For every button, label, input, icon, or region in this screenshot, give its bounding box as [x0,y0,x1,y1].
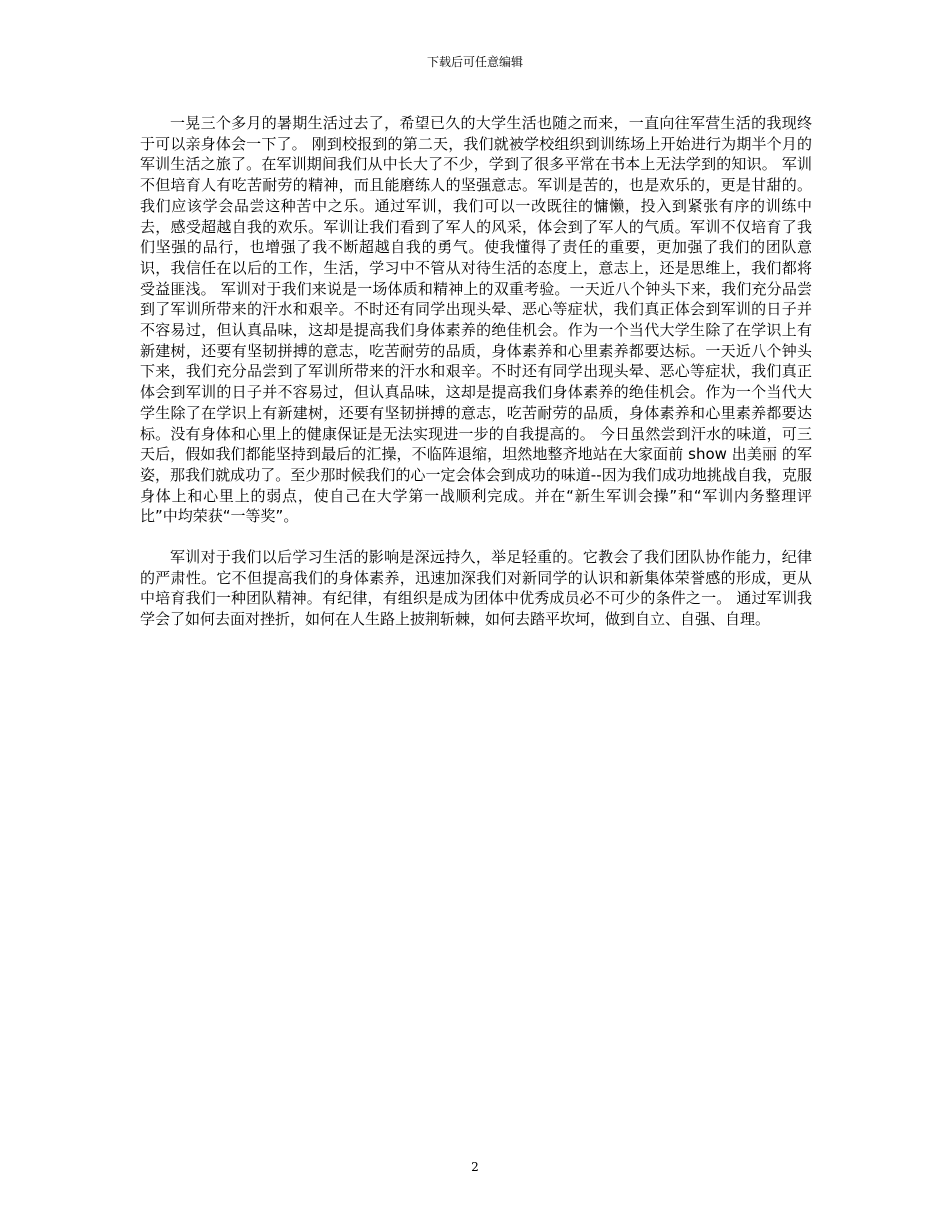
page-header: 下载后可任意编辑 [426,55,523,69]
paragraph-2: 军训对于我们以后学习生活的影响是深远持久，举足轻重的。它教会了我们团队协作能力，纪律的严肃性。它不但提高我们的身体素养，迅速加深我们对新同学的认识和新集体荣誉感的形成，更从中培育我们一种团队精神。有纪律，有组织是成为团体中优秀成员必不可少的条件之一。 通过军训我学会了如何去面对挫折，如何在人生路上披荆斩棘，如何去踏平坎坷，做到自立、自强、自理。 [140,548,812,629]
paragraph-1: 一晃三个多月的暑期生活过去了，希望已久的大学生活也随之而来，一直向往军营生活的我现终于可以亲身体会一下了。 刚到校报到的第二天，我们就被学校组织到训练场上开始进行为期半个月的军训生活之旅了。在军训期间我们从中长大了不少，学到了很多平常在书本上无法学到的知识。 军训不但培育人有吃苦耐劳的精神，而且能磨练人的坚强意志。军训是苦的，也是欢乐的，更是甘甜的。我们应该学会品尝这种苦中之乐。通过军训，我们可以一改既往的慵懒，投入到紧张有序的训练中去，感受超越自我的欢乐。军训让我们看到了军人的风采，体会到了军人的气质。军训不仅培育了我们坚强的品行，也增强了我不断超越自我的勇气。使我懂得了责任的重要，更加强了我们的团队意识，我信任在以后的工作，生活，学习中不管从对待生活的态度上，意志上，还是思维上，我们都将受益匪浅。 军训对于我们来说是一场体质和精神上的双重考验。一天近八个钟头下来，我们充分品尝到了军训所带来的汗水和艰辛。不时还有同学出现头晕、恶心等症状，我们真正体会到军训的日子并不容易过，但认真品味，这却是提高我们身体素养的绝佳机会。作为一个当代大学生除了在学识上有新建树，还要有坚韧拼搏的意志，吃苦耐劳的品质，身体素养和心里素养都要达标。一天近八个钟头下来，我们充分品尝到了军训所带来的汗水和艰辛。不时还有同学出现头晕、恶心等症状，我们真正体会到军训的日子并不容易过，但认真品味，这却是提高我们身体素养的绝佳机会。作为一个当代大学生除了在学识上有新建树，还要有坚韧拼搏的意志，吃苦耐劳的品质，身体素养和心里素养都要达标。没有身体和心里上的健康保证是无法实现进一步的自我提高的。 今日虽然尝到汗水的味道，可三天后，假如我们都能坚持到最后的汇操，不临阵退缩，坦然地整齐地站在大家面前 show 出美丽 的军姿，那我们就成功了。至少那时候我们的心一定会体会到成功的味道--因为我们成功地挑战自我，克服身体上和心里上的弱点，使自己在大学第一战顺利完成。并在“新生军训会操”和“军训内务整理评比”中均荣获“一等奖”。 [140,114,812,526]
page-number: 2 [471,1160,479,1174]
document-body [140,113,812,630]
